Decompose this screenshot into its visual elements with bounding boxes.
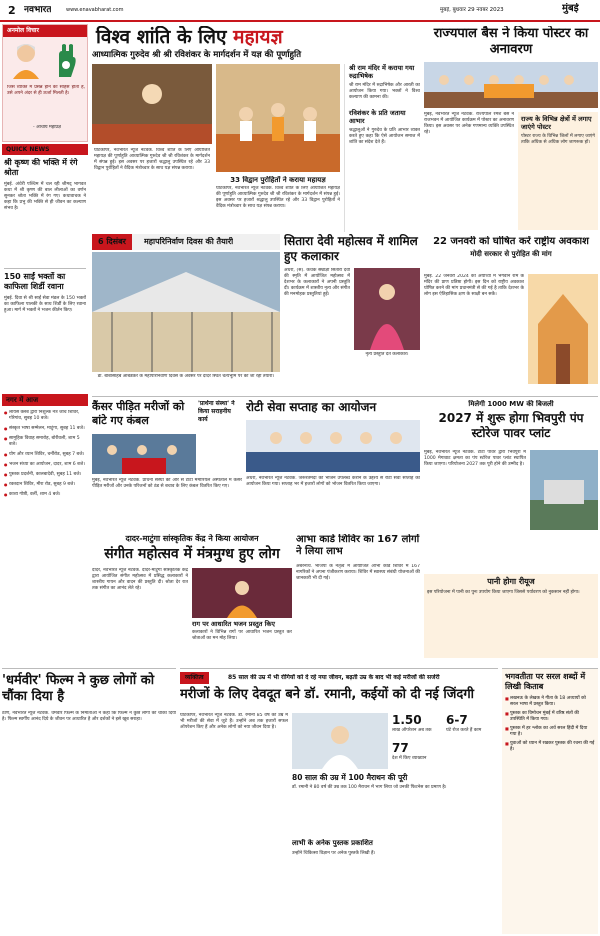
rani-stat-1	[392, 713, 444, 739]
poster-text: मुंबई, नवभारत न्यूज नेटवर्क. राज्यपाल रमेश बैस ने राजभवन में आयोजित कार्यक्रम में पोस्टर का अनावरण किया। इस अवसर पर अनेक गणमान्य व्यक्ति उपस्थित रहे।	[424, 112, 514, 135]
stat2-label: देश में किए व्याख्यान	[392, 756, 427, 761]
stat1-label: लाख ऑपरेशन अब तक	[392, 728, 432, 733]
sangeet-headline: संगीत महोत्सव में मंत्रमुग्ध हुए लोग	[104, 546, 280, 562]
power-text: मुंबई, नवभारत न्यूज नेटवर्क. टाटा पावर द्वारा भिवपुरी में 1000 मेगावाट क्षमता का पंप स्टोरेज पावर प्लांट स्थापित किया जाएगा। परियोजना 2027 तक पूरी होने की उम्मीद है।	[424, 450, 526, 467]
sitara-caption: नृत्य प्रस्तुति देते कलाकार।	[365, 352, 409, 357]
story1-title: श्री कृष्ण की भक्ति में रंगे श्रोता	[4, 158, 78, 177]
blanket-side-label: 'प्रार्थना संस्था' ने किया सराहनीय कार्य	[198, 400, 235, 423]
list-item: ■ पुस्तक में हर श्लोक का अर्थ सरल हिंदी में दिया गया है।	[505, 726, 595, 738]
power-story	[424, 400, 598, 660]
quick-news-story-1	[4, 158, 86, 268]
story1-text: मुंबई. अंधेरी पश्चिम में चल रही श्रीमद् भागवत कथा में श्री कृष्ण की बाल लीलाओं का वर्णन सुनकर श्रोता भक्ति में रंग गए। कथावाचक ने कहा कि प्रभु की भक्ति से ही जीवन का कल्याण संभव है।	[4, 182, 86, 211]
nagar-header: नगर में आज	[2, 394, 88, 406]
bhagvati-story	[502, 668, 598, 934]
list-item: ■ लखनऊ के लेखक ने गीता के 18 अध्यायों को सरल भाषा में प्रस्तुत किया।	[505, 696, 595, 708]
lead-headline-accent: महायज्ञ	[233, 26, 283, 48]
bhagvati-headline: भगवतीता पर सरल शब्दों में लिखी किताब	[505, 672, 586, 691]
rani-photo	[292, 713, 388, 769]
sangeet-kicker: दादर-माटुंगा सांस्कृतिक केंद्र ने किया आयोजन	[125, 534, 259, 543]
rani-kicker: 85 साल की उम्र में भी रोगियों को दे रहे नया जीवन, बढ़ती उम्र के बाद भी कई मरीजों की सर्जरी	[228, 674, 440, 681]
blanket-photo	[92, 434, 196, 474]
sangeet-box	[192, 620, 292, 664]
power-kicker: मिलेगी 1000 MW की बिजली	[468, 400, 554, 408]
guru-portrait	[11, 41, 41, 79]
vichar-text: जिस व्यक्ति में प्रसन्न होने का साहस होता है, उसे अपने अंदर से ही ऊर्जा मिलती है।	[7, 85, 85, 96]
poster-photo	[424, 62, 598, 108]
abha-text: अंबरनाथ. भाजपा के नेतृत्व में आयोजित आभा कार्ड शिविर में 167 नागरिकों ने अपना पंजीकरण कराया। शिविर में स्वास्थ्य संबंधी योजनाओं की जानकारी भी दी गई।	[296, 564, 420, 581]
nagar-list	[4, 410, 86, 640]
sangeet-box-title: राग पर आधारित भजन प्रस्तुत किए	[192, 620, 275, 628]
mahaparinirvan-headline: महापरिनिर्वाण दिवस की तैयारी	[144, 237, 234, 246]
lead-text: घाटकोपर, नवभारत न्यूज नेटवर्क. विश्व शांति के लिए आयोजित महायज्ञ की पूर्णाहुति आध्यात्मिक गुरुदेव श्री श्री रविशंकर के मार्गदर्शन में संपन्न हुई। इस अवसर पर हजारों श्रद्धालु उपस्थित रहे और 33 विद्वान पुरोहितों ने वैदिक मंत्रोच्चार के साथ यज्ञ संपन्न कराया।	[94, 148, 210, 171]
lead-photo-caption: 33 विद्वान पुरोहितों ने कराया महायज्ञ	[230, 176, 326, 184]
lead-headline	[96, 26, 420, 48]
sitara-photo	[354, 268, 420, 350]
sangeet-photo	[192, 568, 292, 618]
roti-photo	[246, 420, 420, 472]
anmol-vichar-box	[2, 24, 88, 142]
list-item: ● योग और ध्यान शिविर, चर्नीरोड, सुबह 7 बजे।	[4, 452, 86, 458]
lead-photo-2	[216, 64, 340, 172]
blanket-headline: कैंसर पीड़ित मरीजों को बांटे गए कंबल	[92, 400, 185, 427]
rani-books-box	[292, 839, 498, 933]
issue-date: मुंबई, बुधवार 29 नवंबर 2023	[440, 7, 504, 13]
power-headline: 2027 में शुरू होगा भिवपुरी पंप स्टोरेज पावर प्लांट	[438, 410, 584, 440]
sitara-text: अंधेरी, (सं). कथक सम्राज्ञी सितारा देवी की स्मृति में आयोजित महोत्सव में देशभर के कलाकारों ने अपनी प्रस्तुति दी। कार्यक्रम में शास्त्रीय नृत्य और संगीत की मनमोहक प्रस्तुतियां हुईं।	[284, 268, 350, 297]
dharm-text: ठाणे, नवभारत न्यूज नेटवर्क. धर्मवीर फिल्म के निर्माताओं ने कहा कि फिल्म ने कुछ लोगों को चौंका दिया है। फिल्म स्वर्गीय आनंद दिघे के जीवन पर आधारित है और दर्शकों ने इसे खूब सराहा।	[2, 711, 176, 722]
rani-quote-box	[292, 773, 498, 837]
poster-box-text: पोस्टर राज्य के विभिन्न जिलों में लगाए जाएंगे ताकि अधिक से अधिक लोग जागरूक हों।	[521, 134, 595, 145]
vichar-title: अनमोल विचार	[3, 25, 88, 37]
lead-photo	[92, 64, 212, 144]
lead-text-2-body: घाटकोपर, नवभारत न्यूज नेटवर्क. विश्व शांति के लिए आयोजित महायज्ञ की पूर्णाहुति आध्यात्मिक गुरुदेव श्री श्री रविशंकर के मार्गदर्शन में संपन्न हुई। इस अवसर पर हजारों श्रद्धालु उपस्थित रहे और 33 विद्वान पुरोहितों ने वैदिक मंत्रोच्चार के साथ यज्ञ संपन्न कराया।	[216, 186, 340, 209]
blanket-story	[92, 400, 242, 530]
stat3-label: घंटे रोज करते हैं काम	[446, 728, 482, 733]
roti-story	[246, 400, 420, 530]
rani-text: घाटकोपर, नवभारत न्यूज नेटवर्क. डॉ. रमानी 85 वर्ष की उम्र में भी मरीजों की सेवा में जुटे हैं। उन्होंने अब तक हजारों सफल ऑपरेशन किए हैं और अनेक लोगों को नया जीवन दिया है।	[180, 713, 288, 730]
quick-news-story-2	[4, 272, 86, 390]
holiday-text: मुंबई. 22 जनवरी 2024 को अयोध्या में भगवान राम के मंदिर की प्राण प्रतिष्ठा होगी। इस दिन को राष्ट्रीय अवकाश घोषित करने की मांग प्रधानमंत्री से की गई है ताकि देशभर के लोग इस ऐतिहासिक क्षण के साक्षी बन सकें।	[424, 274, 524, 297]
abha-story	[296, 534, 420, 664]
masthead	[0, 0, 600, 22]
vichar-author: - आचार्य महाप्रज्ञ	[33, 125, 61, 130]
rani-tag: व्यक्तित्व	[180, 672, 209, 684]
list-item: ● भजन संध्या का आयोजन, दादर, शाम 6 बजे।	[4, 462, 86, 468]
site-url[interactable]: www.enavabharat.com	[66, 7, 124, 13]
rani-quote-text: डॉ. रमानी ने 80 वर्ष की उम्र तक 100 मैराथन में भाग लिया जो उनकी फिटनेस का प्रमाण है।	[292, 785, 447, 791]
abha-headline: आभा कार्ड शिविर का 167 लोगों ने लिया लाभ	[296, 534, 420, 557]
list-item: ● काव्य गोष्ठी, वर्ली, शाम 4 बजे।	[4, 492, 86, 498]
rani-stats	[392, 713, 498, 769]
dharm-story	[2, 668, 176, 934]
lead-box2-title: रविशंकर के प्रति जताया आभार	[349, 109, 406, 125]
lead-box-text: श्री राम मंदिर में रुद्राभिषेक और आरती का आयोजन किया गया। भक्तों ने विश्व कल्याण की कामना की।	[349, 83, 420, 100]
blanket-text: मुंबई, नवभारत न्यूज नेटवर्क. प्रार्थना संस्था की ओर से टाटा मेमोरियल अस्पताल में कैंसर पीड़ित मरीजों और उनके परिजनों को ठंड से बचाव के लिए कंबल वितरित किए गए।	[92, 478, 242, 489]
holiday-headline: 22 जनवरी को घोषित करें राष्ट्रीय अवकाश	[433, 236, 589, 247]
rani-headline: मरीजों के लिए देवदूत बने डॉ. रमानी, कईयों को दी नई जिंदगी	[180, 687, 475, 702]
city-name: मुंबई	[562, 3, 579, 14]
list-item: ● लायंस क्लब द्वारा निशुल्क नेत्र जांच शिविर, गोरेगांव, सुबह 10 बजे।	[4, 410, 86, 422]
brand-name: नवभारत	[24, 5, 52, 15]
holiday-photo	[528, 274, 598, 384]
lead-box-title: श्री राम मंदिर में कराया गया रुद्राभिषेक	[349, 64, 415, 80]
lead-box2-text: श्रद्धालुओं ने गुरुदेव के प्रति आभार व्यक्त करते हुए कहा कि ऐसे आयोजन समाज में शांति का संदेश देते हैं।	[349, 128, 420, 145]
rani-books-text: उन्होंने चिकित्सा विज्ञान पर अनेक पुस्तकें लिखी हैं।	[292, 850, 376, 856]
list-item: ■ युवाओं को ध्यान में रखकर पुस्तक की रचना की गई है।	[505, 741, 595, 753]
rani-stat-3	[446, 713, 498, 767]
list-item: ● सामूहिक विवाह समारोह, बोरीवली, शाम 5 बजे।	[4, 436, 86, 448]
mahaparinirvan-caption: डॉ. बाबासाहेब आंबेडकर के महापरिनिर्वाण दिवस के अवसर पर दादर स्थित चैत्यभूमि पर की जा रही तैयारी।	[97, 374, 275, 379]
list-item: ● पुस्तक प्रदर्शनी, कालबादेवी, सुबह 11 बजे।	[4, 472, 86, 478]
power-photo	[530, 450, 598, 530]
mahaparinirvan-date: 6 दिसंबर	[92, 234, 132, 250]
sitara-story	[284, 234, 420, 394]
stat3-number: 6-7	[446, 713, 468, 727]
power-box-title: पानी होगा रीयूज	[487, 577, 535, 586]
roti-headline: रोटी सेवा सप्ताह का आयोजन	[246, 400, 377, 414]
story2-title: 150 साईं भक्तों का काफिला शिर्डी रवाना	[4, 272, 66, 291]
rani-kicker-bar	[180, 672, 498, 684]
rani-stat-2	[392, 741, 444, 767]
page-number: 2	[8, 4, 16, 17]
lead-text-2	[216, 186, 340, 230]
lead-story	[92, 26, 420, 232]
sangeet-box-text: कलाकारों ने विभिन्न रागों पर आधारित भजन प्रस्तुत कर श्रोताओं का मन मोह लिया।	[192, 630, 292, 641]
rani-story	[180, 668, 498, 934]
lead-subhead: आध्यात्मिक गुरुदेव श्री श्री रविशंकर के मार्गदर्शन में यज्ञ की पूर्णाहुति	[92, 50, 302, 60]
power-box-text: इस परियोजना में पानी का पुनः उपयोग किया जाएगा जिससे पर्यावरण को नुकसान नहीं होगा।	[427, 590, 580, 595]
roti-text: अंधेरी, नवभारत न्यूज नेटवर्क. जरूरतमंदों को भोजन उपलब्ध कराने के उद्देश्य से रोटी सेवा सप्ताह का आयोजन किया गया। सप्ताह भर में हजारों लोगों को भोजन वितरित किया जाएगा।	[246, 476, 420, 487]
poster-story	[424, 26, 598, 232]
mahaparinirvan-photo	[92, 252, 280, 372]
story2-text: मुंबई. दिवा से श्री साईं सेवा मंडल के 150 भक्तों का काफिला पालकी के साथ शिर्डी के लिए रवाना हुआ। मार्ग में भक्तों ने भजन कीर्तन किए।	[4, 296, 86, 313]
mahaparinirvan-header	[92, 234, 280, 250]
holiday-subhead: मोदी सरकार से पुरोहित की मांग	[470, 250, 552, 258]
list-item: ■ पुस्तक का विमोचन मुंबई में वरिष्ठ संतों की उपस्थिति में किया गया।	[505, 711, 595, 723]
sitara-headline: सितारा देवी महोत्सव में शामिल हुए कलाकार	[284, 234, 418, 263]
dharm-headline: 'धर्मवीर' फिल्म ने कुछ लोगों को चौंका दिया है	[2, 673, 155, 704]
lead-sidebox	[344, 64, 420, 232]
hand-symbol-icon	[51, 41, 81, 79]
poster-box-title: राज्य के विभिन्न क्षेत्रों में लगाए जाएंगे पोस्टर	[521, 115, 592, 131]
quick-news-header: QUICK NEWS	[2, 144, 88, 155]
lead-headline-main: विश्व शांति के लिए	[96, 26, 234, 48]
mahaparinirvan-story	[92, 234, 280, 394]
poster-sidebox	[518, 112, 598, 230]
stat2-number: 77	[392, 741, 409, 755]
poster-headline: राज्यपाल बैस ने किया पोस्टर का अनावरण	[433, 26, 589, 57]
power-box	[424, 574, 598, 658]
bhagvati-list	[505, 696, 595, 753]
sangeet-story	[92, 534, 292, 664]
stat1-number: 1.50	[392, 713, 422, 727]
list-item: ● रक्तदान शिविर, मीरा रोड, सुबह 9 बजे।	[4, 482, 86, 488]
rani-books-title: लाभी के अनेक पुस्तक प्रकाशित	[292, 839, 373, 847]
holiday-story	[424, 236, 598, 394]
rani-quote: 80 साल की उम्र में 100 मैराथन की पूरी	[292, 773, 408, 782]
sangeet-text: दादर, नवभारत न्यूज नेटवर्क. दादर-माटुंगा सांस्कृतिक केंद्र द्वारा आयोजित संगीत महोत्सव में प्रसिद्ध कलाकारों ने शास्त्रीय गायन और वादन की प्रस्तुति दी। श्रोता देर रात तक संगीत का आनंद लेते रहे।	[92, 568, 188, 591]
list-item: ● संस्कृत भाषा सम्मेलन, माटुंगा, सुबह 11 बजे।	[4, 426, 86, 432]
